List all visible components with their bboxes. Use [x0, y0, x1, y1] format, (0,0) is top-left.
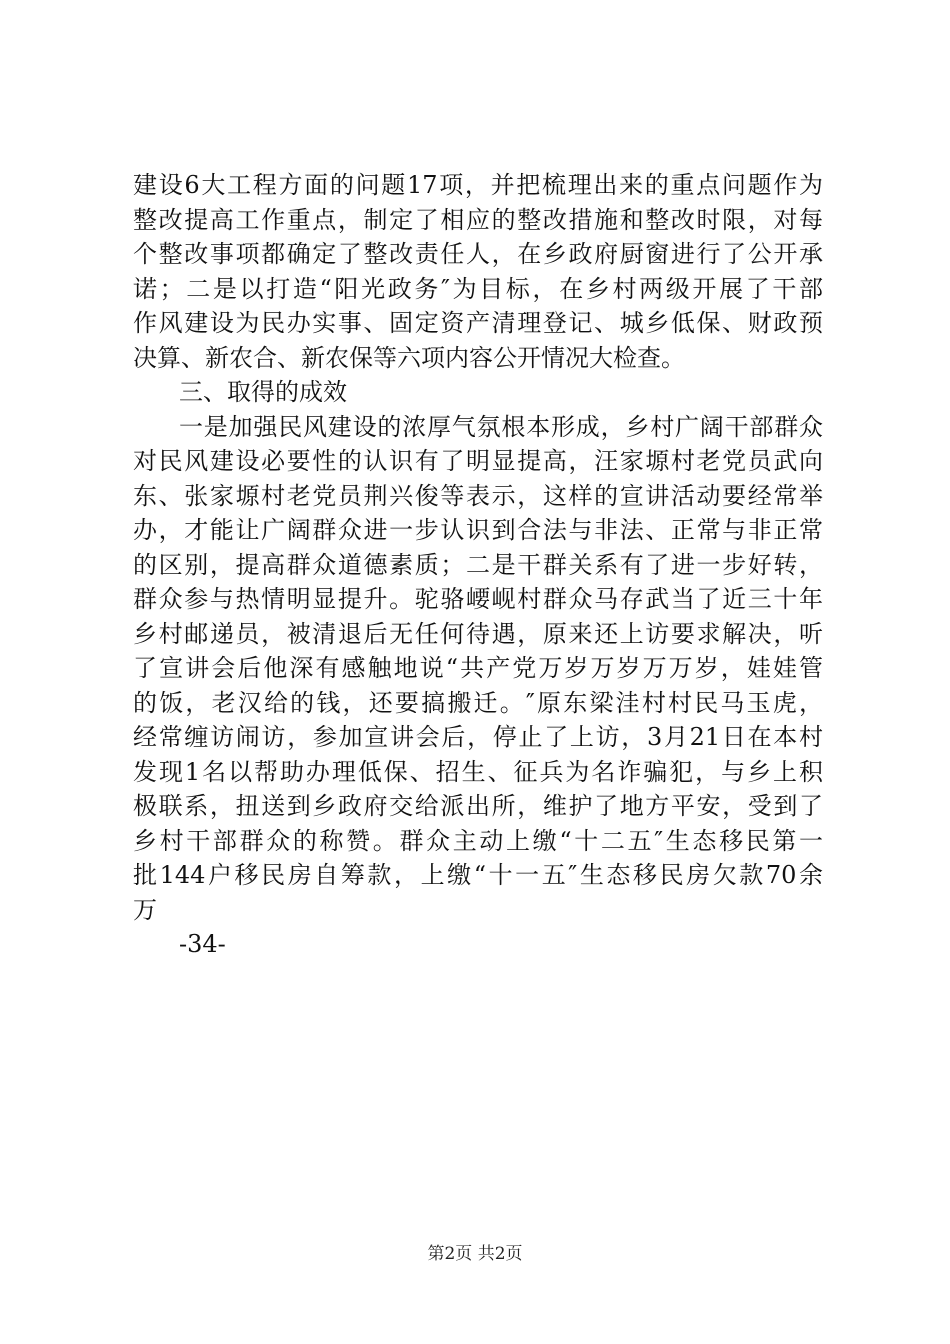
text-line: 的区别，提高群众道德素质；二是干群关系有了进一步好转， — [133, 550, 823, 579]
text-line: 了宣讲会后他深有感触地说“共产党万岁万岁万万岁，娃娃管 — [133, 654, 823, 682]
text-line: 诺；二是以打造“阳光政务″为目标，在乡村两级开展了干部 — [133, 274, 823, 303]
body-text — [133, 168, 823, 962]
text-line: 建设6大工程方面的问题17项，并把梳理出来的重点问题作为 — [133, 171, 823, 199]
text-line: 一是加强民风建设的浓厚气氛根本形成，乡村广阔干部群众 — [179, 412, 823, 441]
text-line: 作风建设为民办实事、固定资产清理登记、城乡低保、财政预 — [133, 309, 823, 337]
text-line: 东、张家塬村老党员荆兴俊等表示，这样的宣讲活动要经常举 — [133, 481, 823, 510]
text-line: 乡村邮递员，被清退后无任何待遇，原来还上访要求解决，听 — [133, 619, 823, 648]
text-line: 对民风建设必要性的认识有了明显提高，汪家塬村老党员武向 — [133, 447, 823, 475]
text-line: 万 — [133, 895, 157, 924]
text-line: 决算、新农合、新农保等六项内容公开情况大检查。 — [133, 343, 685, 372]
text-line: 极联系，扭送到乡政府交给派出所，维护了地方平安，受到了 — [133, 792, 823, 820]
text-line: 个整改事项都确定了整改责任人，在乡政府厨窗进行了公开承 — [133, 240, 823, 268]
text-line: 发现1名以帮助办理低保、招生、征兵为名诈骗犯，与乡上积 — [133, 757, 823, 786]
inline-page-number: -34- — [179, 930, 226, 958]
text-line: 的饭，老汉给的钱，还要搞搬迁。″原东梁洼村村民马玉虎， — [133, 688, 823, 717]
text-line: 办，才能让广阔群众进一步认识到合法与非法、正常与非正常 — [133, 516, 823, 544]
text-line: 群众参与热情明显提升。驼骆崾岘村群众马存武当了近三十年 — [133, 585, 823, 613]
text-line: 乡村干部群众的称赞。群众主动上缴“十二五″生态移民第一 — [133, 826, 823, 855]
text-line: 批144户移民房自筹款，上缴“十一五″生态移民房欠款70余 — [133, 861, 823, 889]
section-heading: 三、取得的成效 — [179, 378, 347, 406]
text-line: 经常缠访闹访，参加宣讲会后，停止了上访，3月21日在本村 — [133, 723, 823, 751]
page-footer: 第2页 共2页 — [427, 1244, 523, 1264]
text-line: 整改提高工作重点，制定了相应的整改措施和整改时限，对每 — [133, 205, 823, 234]
